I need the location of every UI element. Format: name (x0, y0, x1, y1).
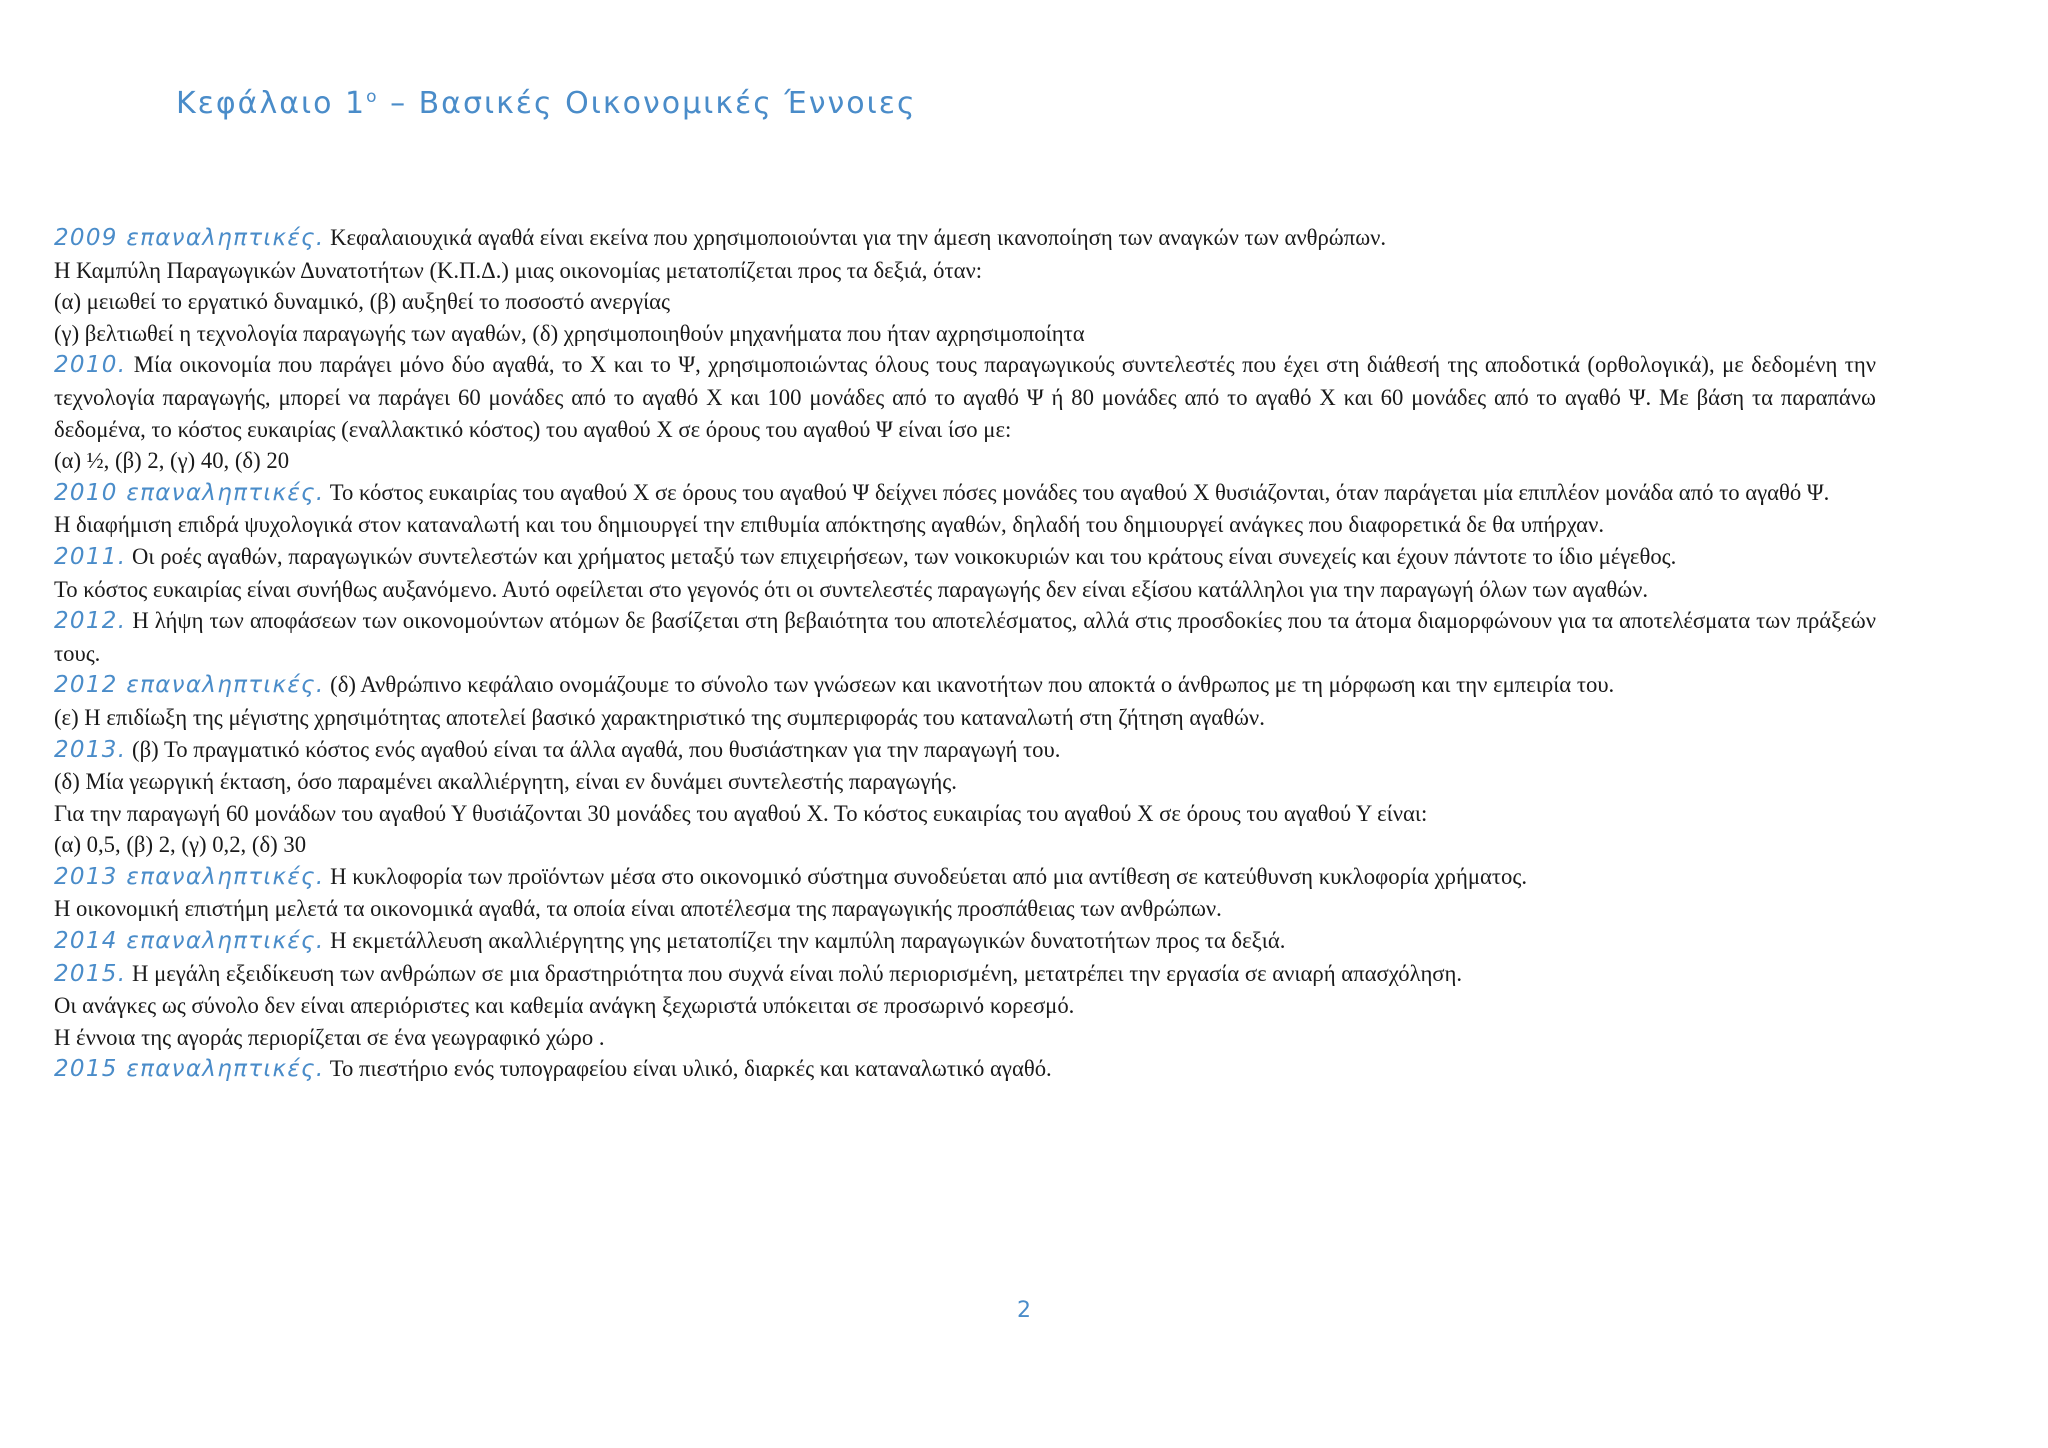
exam-year-label: 2010. (54, 352, 127, 379)
chapter-title-superscript: ο (366, 87, 379, 107)
paragraph (54, 1053, 1876, 1086)
chapter-title (176, 86, 917, 121)
paragraph-text: Η διαφήμιση επιδρά ψυχολογικά στον καταναλωτή και του δημιουργεί την επιθυμία απόκτησης αγαθών, δηλαδή του δημιουργεί ανάγκες που διαφορετικά δε θα υπήρχαν. (54, 512, 1604, 538)
paragraph-text: Για την παραγωγή 60 μονάδων του αγαθού Υ θυσιάζονται 30 μονάδες του αγαθού Χ. Το κόστος ευκαιρίας του αγαθού Χ σε όρους του αγαθού Υ είναι: (54, 800, 1428, 826)
paragraph-text: (α) μειωθεί το εργατικό δυναμικό, (β) αυξηθεί το ποσοστό ανεργίας (54, 289, 671, 315)
exam-year-label: 2012. (54, 608, 127, 635)
paragraph (54, 958, 1876, 991)
paragraph (54, 222, 1876, 255)
exam-year-label: 2009 επαναληπτικές. (54, 225, 325, 251)
paragraph-text: Η κυκλοφορία των προϊόντων μέσα στο οικονομικό σύστημα συνοδεύεται από μια αντίθεση σε κατεύθυνση κυκλοφορία χρήματος. (324, 863, 1527, 889)
exam-year-label: 2011. (54, 543, 127, 570)
exam-year-label: 2012 επαναληπτικές. (54, 672, 325, 699)
paragraph-text: Κεφαλαιουχικά αγαθά είναι εκείνα που χρησιμοποιούνται για την άμεση ικανοποίηση των αναγκών των ανθρώπων. (324, 225, 1387, 250)
document-body (54, 222, 1876, 1086)
paragraph (54, 829, 1876, 861)
paragraph-text: Το πιεστήριο ενός τυπογραφείου είναι υλικό, διαρκές και καταναλωτικό αγαθό. (324, 1056, 1052, 1082)
paragraph (54, 349, 1876, 445)
paragraph-text: (α) 0,5, (β) 2, (γ) 0,2, (δ) 30 (54, 832, 307, 858)
exam-year-label: 2015. (54, 960, 127, 987)
paragraph (54, 286, 1876, 318)
paragraph-text: Το κόστος ευκαιρίας του αγαθού Χ σε όρους του αγαθού Ψ δείχνει πόσες μονάδες του αγαθού Χ θυσιάζονται, όταν παράγεται μία επιπλέον μονάδα από το αγαθό Ψ. (324, 479, 1830, 505)
chapter-title-post: – Βασικές Οικονομικές Έννοιες (378, 86, 917, 121)
paragraph (54, 861, 1876, 894)
paragraph-text: (δ) Μία γεωργική έκταση, όσο παραμένει ακαλλιέργητη, είναι εν δυνάμει συντελεστής παραγωγής. (54, 769, 957, 795)
paragraph-text: (β) Το πραγματικό κόστος ενός αγαθού είναι τα άλλα αγαθά, που θυσιάστηκαν για την παραγωγή του. (126, 736, 1061, 762)
paragraph (54, 925, 1876, 958)
paragraph (54, 669, 1876, 702)
exam-year-label: 2015 επαναληπτικές. (54, 1056, 325, 1083)
paragraph-text: (δ) Ανθρώπινο κεφάλαιο ονομάζουμε το σύνολο των γνώσεων και ικανοτήτων που αποκτά ο άνθρωπος με τη μόρφωση και την εμπειρία του. (324, 672, 1615, 698)
paragraph-text: Μία οικονομία που παράγει μόνο δύο αγαθά, το Χ και το Ψ, χρησιμοποιώντας όλους τους παραγωγικούς συντελεστές που έχει στη διάθεσή της αποδοτικά (ορθολογικά), με δεδομένη την τεχνολογία παραγωγής, μπορεί να παράγει 60 μονάδες από το αγαθό Χ και 100 μονάδες από το αγαθό Ψ ή 80 μονάδες από το αγαθό Χ και 60 μονάδες από το αγαθό Ψ. Με βάση τα παραπάνω δεδομένα, το κόστος ευκαιρίας (εναλλακτικό κόστος) του αγαθού Χ σε όρους του αγαθού Ψ είναι ίσο με: (54, 352, 1876, 442)
paragraph (54, 766, 1876, 798)
paragraph-text: Η έννοια της αγοράς περιορίζεται σε ένα γεωγραφικό χώρο . (54, 1024, 605, 1050)
paragraph-text: Η λήψη των αποφάσεων των οικονομούντων ατόμων δε βασίζεται στη βεβαιότητα του αποτελέσματος, αλλά στις προσδοκίες που τα άτομα διαμορφώνουν για τα αποτελέσματα των πράξεών τους. (54, 608, 1876, 666)
paragraph-text: Οι ροές αγαθών, παραγωγικών συντελεστών και χρήματος μεταξύ των επιχειρήσεων, των νοικοκυριών και του κράτους είναι συνεχείς και έχουν πάντοτε το ίδιο μέγεθος. (126, 543, 1677, 569)
paragraph (54, 255, 1876, 287)
paragraph-text: (ε) Η επιδίωξη της μέγιστης χρησιμότητας αποτελεί βασικό χαρακτηριστικό της συμπεριφοράς του καταναλωτή στη ζήτηση αγαθών. (54, 704, 1265, 730)
paragraph (54, 798, 1876, 830)
paragraph (54, 990, 1876, 1022)
paragraph-text: Το κόστος ευκαιρίας είναι συνήθως αυξανόμενο. Αυτό οφείλεται στο γεγονός ότι οι συντελεστές παραγωγής δεν είναι εξίσου κατάλληλοι για την παραγωγή όλων των αγαθών. (54, 576, 1649, 602)
paragraph-text: Οι ανάγκες ως σύνολο δεν είναι απεριόριστες και καθεμία ανάγκη ξεχωριστά υπόκειται σε προσωρινό κορεσμό. (54, 993, 1075, 1019)
exam-year-label: 2010 επαναληπτικές. (54, 479, 325, 506)
paragraph (54, 445, 1876, 477)
paragraph (54, 477, 1876, 510)
paragraph (54, 893, 1876, 925)
paragraph (54, 574, 1876, 606)
paragraph (54, 541, 1876, 574)
exam-year-label: 2013. (54, 736, 127, 763)
exam-year-label: 2013 επαναληπτικές. (54, 863, 325, 890)
paragraph (54, 318, 1876, 350)
chapter-title-pre: Κεφάλαιο 1 (176, 86, 367, 121)
paragraph (54, 702, 1876, 734)
paragraph-text: (γ) βελτιωθεί η τεχνολογία παραγωγής των αγαθών, (δ) χρησιμοποιηθούν μηχανήματα που ήταν αχρησιμοποίητα (54, 320, 1085, 346)
page-number: 2 (1017, 1298, 1031, 1323)
paragraph-text: Η μεγάλη εξειδίκευση των ανθρώπων σε μια δραστηριότητα που συχνά είναι πολύ περιορισμένη, μετατρέπει την εργασία σε ανιαρή απασχόληση. (126, 960, 1463, 986)
paragraph-text: Η εκμετάλλευση ακαλλιέργητης γης μετατοπίζει την καμπύλη παραγωγικών δυνατοτήτων προς τα δεξιά. (324, 928, 1286, 954)
paragraph (54, 734, 1876, 767)
exam-year-label: 2014 επαναληπτικές. (54, 928, 325, 955)
paragraph-text: Η Καμπύλη Παραγωγικών Δυνατοτήτων (Κ.Π.Δ.) μιας οικονομίας μετατοπίζεται προς τα δεξιά, όταν: (54, 257, 983, 283)
paragraph (54, 1022, 1876, 1054)
paragraph-text: Η οικονομική επιστήμη μελετά τα οικονομικά αγαθά, τα οποία είναι αποτέλεσμα της παραγωγικής προσπάθειας των ανθρώπων. (54, 896, 1222, 922)
paragraph-text: (α) ½, (β) 2, (γ) 40, (δ) 20 (54, 448, 290, 474)
paragraph (54, 509, 1876, 541)
paragraph (54, 605, 1876, 669)
